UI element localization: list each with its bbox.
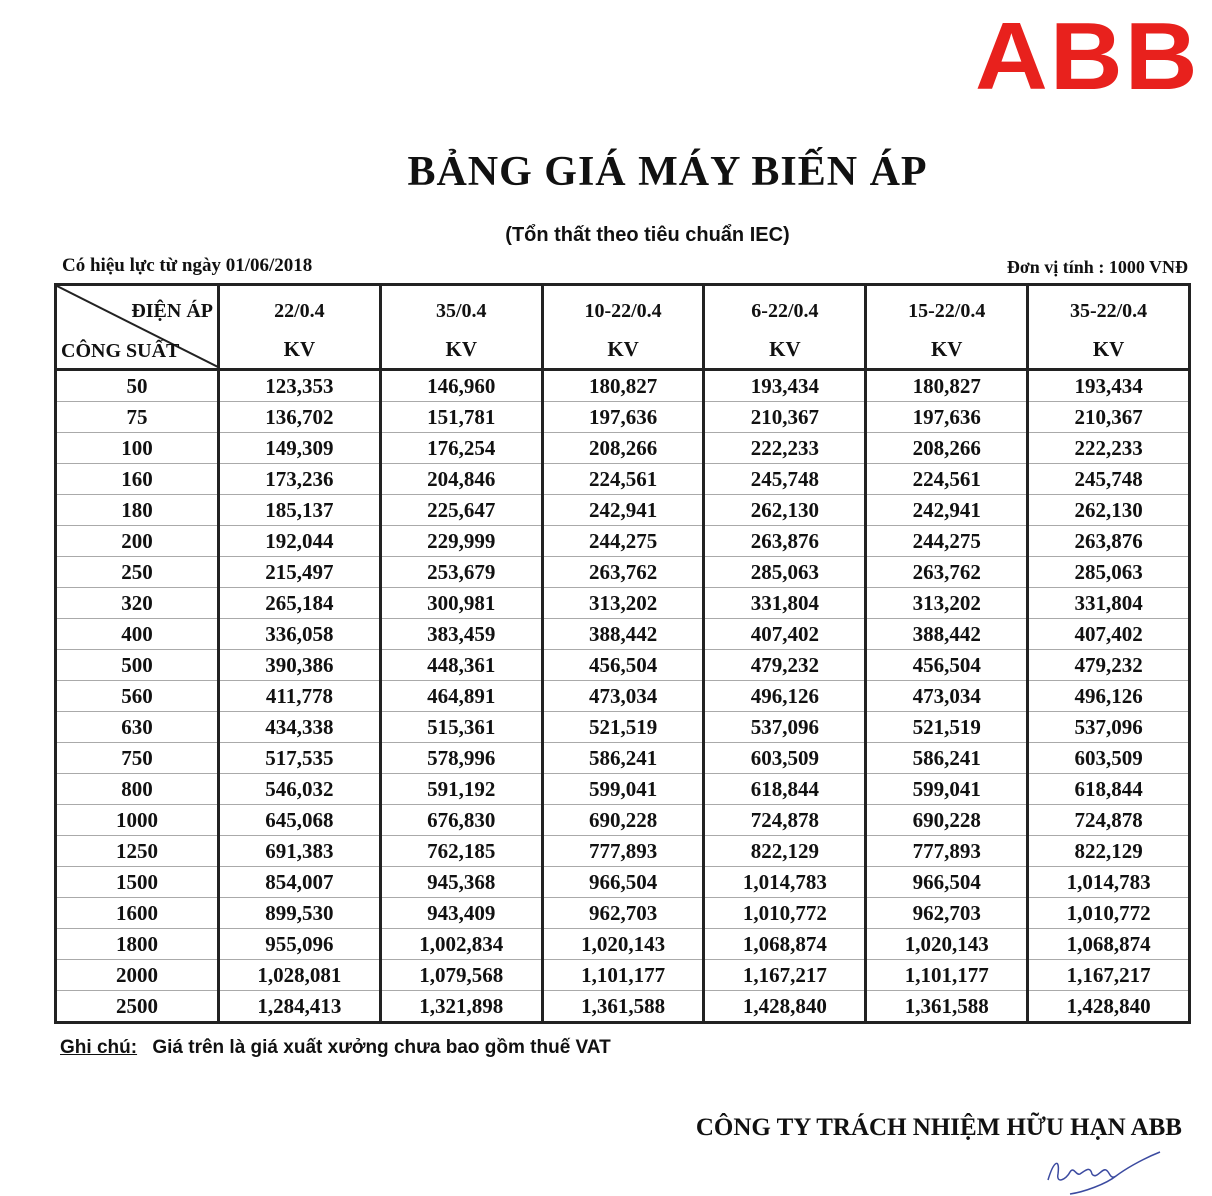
column-unit: KV (769, 337, 801, 361)
power-cell: 100 (56, 433, 219, 464)
price-cell: 591,192 (380, 774, 542, 805)
price-cell: 578,996 (380, 743, 542, 774)
price-cell: 537,096 (704, 712, 866, 743)
price-cell: 546,032 (219, 774, 381, 805)
price-cell: 645,068 (219, 805, 381, 836)
power-cell: 2500 (56, 991, 219, 1023)
price-cell: 515,361 (380, 712, 542, 743)
table-row (56, 370, 1190, 402)
price-cell: 1,068,874 (1028, 929, 1190, 960)
price-cell: 411,778 (219, 681, 381, 712)
table-row (56, 743, 1190, 774)
price-cell: 244,275 (542, 526, 704, 557)
table-row (56, 960, 1190, 991)
price-cell: 945,368 (380, 867, 542, 898)
price-cell: 464,891 (380, 681, 542, 712)
power-cell: 400 (56, 619, 219, 650)
price-cell: 262,130 (1028, 495, 1190, 526)
note (60, 1037, 611, 1059)
price-cell: 479,232 (1028, 650, 1190, 681)
price-cell: 521,519 (866, 712, 1028, 743)
column-header (704, 285, 866, 370)
price-cell: 262,130 (704, 495, 866, 526)
price-cell: 822,129 (704, 836, 866, 867)
price-cell: 300,981 (380, 588, 542, 619)
price-cell: 599,041 (542, 774, 704, 805)
price-cell: 777,893 (866, 836, 1028, 867)
price-cell: 1,028,081 (219, 960, 381, 991)
price-cell: 479,232 (704, 650, 866, 681)
power-cell: 160 (56, 464, 219, 495)
price-cell: 313,202 (542, 588, 704, 619)
price-cell: 210,367 (704, 402, 866, 433)
price-cell: 1,428,840 (704, 991, 866, 1023)
price-cell: 388,442 (866, 619, 1028, 650)
table-row (56, 836, 1190, 867)
price-cell: 407,402 (1028, 619, 1190, 650)
power-cell: 200 (56, 526, 219, 557)
price-cell: 599,041 (866, 774, 1028, 805)
price-cell: 229,999 (380, 526, 542, 557)
price-cell: 603,509 (1028, 743, 1190, 774)
power-cell: 2000 (56, 960, 219, 991)
price-cell: 586,241 (542, 743, 704, 774)
table-header-row (56, 285, 1190, 370)
table-row (56, 526, 1190, 557)
price-cell: 210,367 (1028, 402, 1190, 433)
column-unit: KV (930, 337, 963, 361)
table-row (56, 805, 1190, 836)
price-cell: 176,254 (380, 433, 542, 464)
price-cell: 496,126 (1028, 681, 1190, 712)
price-cell: 336,058 (219, 619, 381, 650)
power-cell: 1250 (56, 836, 219, 867)
price-cell: 313,202 (866, 588, 1028, 619)
price-cell: 185,137 (219, 495, 381, 526)
price-cell: 222,233 (1028, 433, 1190, 464)
price-cell: 1,101,177 (866, 960, 1028, 991)
table-row (56, 681, 1190, 712)
price-cell: 537,096 (1028, 712, 1190, 743)
column-unit: KV (1092, 337, 1125, 361)
price-cell: 955,096 (219, 929, 381, 960)
power-header: CÔNG SUẤT (61, 340, 180, 362)
price-cell: 962,703 (542, 898, 704, 929)
price-cell: 193,434 (704, 370, 866, 402)
table-row (56, 557, 1190, 588)
price-cell: 1,361,588 (866, 991, 1028, 1023)
price-cell: 1,079,568 (380, 960, 542, 991)
power-cell: 500 (56, 650, 219, 681)
price-cell: 962,703 (866, 898, 1028, 929)
column-voltage: 6-22/0.4 (751, 300, 819, 322)
column-unit: KV (283, 337, 316, 361)
power-cell: 1500 (56, 867, 219, 898)
price-cell: 1,428,840 (1028, 991, 1190, 1023)
price-cell: 215,497 (219, 557, 381, 588)
power-cell: 50 (56, 370, 219, 402)
price-cell: 517,535 (219, 743, 381, 774)
price-cell: 245,748 (1028, 464, 1190, 495)
price-cell: 193,434 (1028, 370, 1190, 402)
note-label: Ghi chú: (60, 1037, 138, 1058)
page-title: BẢNG GIÁ MÁY BIẾN ÁP (407, 149, 928, 195)
table-row (56, 495, 1190, 526)
price-cell: 208,266 (542, 433, 704, 464)
price-cell: 618,844 (704, 774, 866, 805)
power-cell: 1800 (56, 929, 219, 960)
price-cell: 1,014,783 (704, 867, 866, 898)
power-cell: 750 (56, 743, 219, 774)
price-cell: 456,504 (542, 650, 704, 681)
price-cell: 173,236 (219, 464, 381, 495)
price-cell: 253,679 (380, 557, 542, 588)
table-row (56, 929, 1190, 960)
price-cell: 943,409 (380, 898, 542, 929)
price-cell: 263,876 (704, 526, 866, 557)
column-header (219, 285, 381, 370)
price-cell: 966,504 (866, 867, 1028, 898)
price-cell: 618,844 (1028, 774, 1190, 805)
price-cell: 1,167,217 (1028, 960, 1190, 991)
price-cell: 180,827 (542, 370, 704, 402)
price-cell: 224,561 (542, 464, 704, 495)
table-row (56, 650, 1190, 681)
power-cell: 800 (56, 774, 219, 805)
price-cell: 1,020,143 (866, 929, 1028, 960)
price-cell: 265,184 (219, 588, 381, 619)
table-row (56, 619, 1190, 650)
price-cell: 180,827 (866, 370, 1028, 402)
price-cell: 1,020,143 (542, 929, 704, 960)
price-cell: 197,636 (542, 402, 704, 433)
table-row (56, 991, 1190, 1023)
signature (1040, 1140, 1180, 1196)
price-cell: 1,361,588 (542, 991, 704, 1023)
power-cell: 560 (56, 681, 219, 712)
price-cell: 263,876 (1028, 526, 1190, 557)
price-cell: 586,241 (866, 743, 1028, 774)
table-row (56, 588, 1190, 619)
price-cell: 242,941 (542, 495, 704, 526)
price-cell: 192,044 (219, 526, 381, 557)
price-cell: 1,101,177 (542, 960, 704, 991)
table-row (56, 464, 1190, 495)
price-cell: 966,504 (542, 867, 704, 898)
corner-header (56, 285, 219, 370)
price-cell: 777,893 (542, 836, 704, 867)
price-cell: 854,007 (219, 867, 381, 898)
price-cell: 263,762 (866, 557, 1028, 588)
price-cell: 1,002,834 (380, 929, 542, 960)
price-cell: 690,228 (542, 805, 704, 836)
price-cell: 690,228 (866, 805, 1028, 836)
price-cell: 724,878 (704, 805, 866, 836)
price-cell: 136,702 (219, 402, 381, 433)
price-cell: 123,353 (219, 370, 381, 402)
price-cell: 456,504 (866, 650, 1028, 681)
power-cell: 320 (56, 588, 219, 619)
price-cell: 1,014,783 (1028, 867, 1190, 898)
column-unit: KV (607, 337, 639, 361)
power-cell: 1000 (56, 805, 219, 836)
price-cell: 1,167,217 (704, 960, 866, 991)
column-voltage: 15-22/0.4 (908, 300, 986, 322)
price-cell: 146,960 (380, 370, 542, 402)
price-cell: 899,530 (219, 898, 381, 929)
column-voltage: 35/0.4 (435, 300, 487, 322)
price-cell: 448,361 (380, 650, 542, 681)
currency-unit: Đơn vị tính : 1000 VNĐ (1006, 257, 1188, 277)
power-cell: 1600 (56, 898, 219, 929)
power-cell: 180 (56, 495, 219, 526)
price-cell: 285,063 (704, 557, 866, 588)
price-cell: 204,846 (380, 464, 542, 495)
price-cell: 149,309 (219, 433, 381, 464)
price-cell: 224,561 (866, 464, 1028, 495)
price-cell: 263,762 (542, 557, 704, 588)
table-row (56, 898, 1190, 929)
company-name: CÔNG TY TRÁCH NHIỆM HỮU HẠN ABB (695, 1114, 1182, 1141)
column-voltage: 22/0.4 (274, 300, 325, 322)
power-cell: 630 (56, 712, 219, 743)
price-cell: 285,063 (1028, 557, 1190, 588)
price-cell: 434,338 (219, 712, 381, 743)
column-header (542, 285, 704, 370)
price-cell: 521,519 (542, 712, 704, 743)
price-cell: 331,804 (704, 588, 866, 619)
price-cell: 245,748 (704, 464, 866, 495)
abb-logo: ABB (975, 3, 1200, 110)
column-header (866, 285, 1028, 370)
price-table (54, 283, 1191, 1024)
price-cell: 383,459 (380, 619, 542, 650)
price-cell: 724,878 (1028, 805, 1190, 836)
price-cell: 222,233 (704, 433, 866, 464)
table-row (56, 433, 1190, 464)
column-voltage: 10-22/0.4 (584, 300, 662, 322)
price-cell: 473,034 (866, 681, 1028, 712)
price-cell: 1,010,772 (1028, 898, 1190, 929)
price-cell: 1,010,772 (704, 898, 866, 929)
price-cell: 822,129 (1028, 836, 1190, 867)
price-cell: 1,284,413 (219, 991, 381, 1023)
power-cell: 75 (56, 402, 219, 433)
price-cell: 390,386 (219, 650, 381, 681)
price-cell: 225,647 (380, 495, 542, 526)
price-cell: 762,185 (380, 836, 542, 867)
power-cell: 250 (56, 557, 219, 588)
price-cell: 691,383 (219, 836, 381, 867)
column-unit: KV (445, 337, 477, 361)
table-row (56, 402, 1190, 433)
price-cell: 1,068,874 (704, 929, 866, 960)
price-cell: 603,509 (704, 743, 866, 774)
column-voltage: 35-22/0.4 (1069, 300, 1148, 322)
price-cell: 244,275 (866, 526, 1028, 557)
price-cell: 676,830 (380, 805, 542, 836)
price-cell: 1,321,898 (380, 991, 542, 1023)
subtitle: (Tổn thất theo tiêu chuẩn IEC) (505, 224, 790, 246)
price-cell: 331,804 (1028, 588, 1190, 619)
price-cell: 208,266 (866, 433, 1028, 464)
column-header (1028, 285, 1190, 370)
price-cell: 388,442 (542, 619, 704, 650)
price-cell: 151,781 (380, 402, 542, 433)
price-cell: 473,034 (542, 681, 704, 712)
column-header (380, 285, 542, 370)
voltage-header: ĐIỆN ÁP (131, 300, 213, 322)
price-cell: 496,126 (704, 681, 866, 712)
price-cell: 242,941 (866, 495, 1028, 526)
table-row (56, 774, 1190, 805)
effective-date: Có hiệu lực từ ngày 01/06/2018 (62, 255, 313, 276)
table-row (56, 867, 1190, 898)
note-text: Giá trên là giá xuất xưởng chưa bao gồm thuế VAT (152, 1037, 611, 1058)
table-row (56, 712, 1190, 743)
price-cell: 197,636 (866, 402, 1028, 433)
price-cell: 407,402 (704, 619, 866, 650)
